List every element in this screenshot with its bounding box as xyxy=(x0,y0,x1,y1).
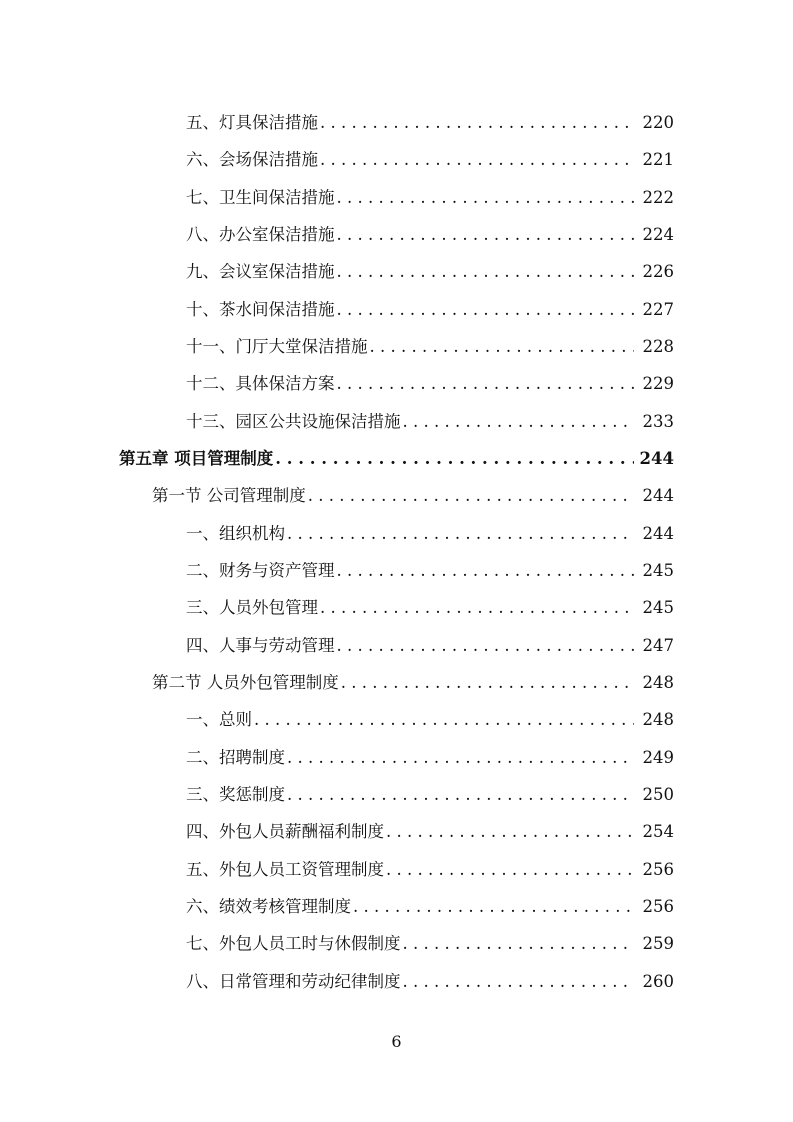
toc-entry-title: 五、外包人员工资管理制度 xyxy=(186,859,384,879)
toc-entry-title: 十二、具体保洁方案 xyxy=(186,374,335,394)
toc-entry-page-number: 256 xyxy=(642,859,674,879)
toc-entry-page-number: 244 xyxy=(642,523,674,543)
toc-entry-item[interactable] xyxy=(0,810,793,847)
toc-entry-title: 一、总则 xyxy=(186,710,252,730)
toc-entry-page-number: 259 xyxy=(642,934,674,954)
toc-entry-item[interactable] xyxy=(0,848,793,885)
toc-entry-item[interactable] xyxy=(0,213,793,250)
toc-entry-title: 二、招聘制度 xyxy=(186,747,285,767)
toc-entry-item[interactable] xyxy=(0,325,793,362)
toc-entry-title: 一、组织机构 xyxy=(186,523,285,543)
toc-dot-leader xyxy=(403,934,635,953)
toc-entry-title: 三、奖惩制度 xyxy=(186,784,285,804)
toc-entry-title: 四、人事与劳动管理 xyxy=(186,635,335,655)
toc-dot-leader xyxy=(308,486,634,505)
toc-dot-leader xyxy=(320,113,634,132)
toc-dot-leader xyxy=(337,262,635,281)
toc-entry-item[interactable] xyxy=(0,922,793,959)
toc-dot-leader xyxy=(386,822,634,841)
toc-entry-title: 十一、门厅大堂保洁措施 xyxy=(186,336,368,356)
toc-entry-title: 七、卫生间保洁措施 xyxy=(186,187,335,207)
toc-dot-leader xyxy=(386,860,634,879)
page-number: 6 xyxy=(391,1032,402,1051)
toc-entry-title: 十、茶水间保洁措施 xyxy=(186,299,335,319)
toc-entry-item[interactable] xyxy=(0,736,793,773)
toc-entry-title: 三、人员外包管理 xyxy=(186,598,318,618)
toc-dot-leader xyxy=(403,972,635,991)
toc-entry-section[interactable] xyxy=(0,474,793,511)
toc-entry-item[interactable] xyxy=(0,698,793,735)
toc-entry-page-number: 224 xyxy=(642,224,674,244)
toc-entry-page-number: 245 xyxy=(642,598,674,618)
toc-entry-page-number: 227 xyxy=(642,299,674,319)
toc-entry-item[interactable] xyxy=(0,288,793,325)
toc-entry-page-number: 228 xyxy=(642,336,674,356)
toc-entry-item[interactable] xyxy=(0,624,793,661)
toc-entry-section[interactable] xyxy=(0,661,793,698)
toc-entry-item[interactable] xyxy=(0,400,793,437)
toc-entry-page-number: 244 xyxy=(639,448,674,468)
toc-entry-title: 六、绩效考核管理制度 xyxy=(186,896,351,916)
toc-dot-leader xyxy=(337,300,635,319)
toc-dot-leader xyxy=(320,150,634,169)
toc-dot-leader xyxy=(275,449,634,468)
toc-entry-page-number: 233 xyxy=(642,411,674,431)
toc-dot-leader xyxy=(287,748,634,767)
toc-entry-item[interactable] xyxy=(0,586,793,623)
toc-entry-item[interactable] xyxy=(0,138,793,175)
toc-entry-page-number: 250 xyxy=(642,784,674,804)
toc-entry-title: 八、日常管理和劳动纪律制度 xyxy=(186,971,401,991)
toc-dot-leader xyxy=(337,188,635,207)
table-of-contents xyxy=(0,101,793,997)
toc-entry-title: 第二节 人员外包管理制度 xyxy=(152,672,339,692)
toc-entry-title: 九、会议室保洁措施 xyxy=(186,262,335,282)
toc-entry-page-number: 229 xyxy=(642,374,674,394)
toc-entry-page-number: 247 xyxy=(642,635,674,655)
toc-dot-leader xyxy=(370,337,635,356)
toc-entry-title: 十三、园区公共设施保洁措施 xyxy=(186,411,401,431)
toc-entry-page-number: 256 xyxy=(642,896,674,916)
toc-entry-page-number: 248 xyxy=(642,710,674,730)
toc-entry-page-number: 244 xyxy=(642,486,674,506)
toc-entry-chapter[interactable] xyxy=(0,437,793,474)
toc-entry-page-number: 254 xyxy=(642,822,674,842)
toc-dot-leader xyxy=(254,710,634,729)
toc-dot-leader xyxy=(287,785,634,804)
toc-dot-leader xyxy=(320,598,634,617)
toc-entry-page-number: 249 xyxy=(642,747,674,767)
toc-entry-title: 第一节 公司管理制度 xyxy=(152,486,306,506)
toc-entry-item[interactable] xyxy=(0,176,793,213)
toc-entry-item[interactable] xyxy=(0,960,793,997)
toc-entry-page-number: 222 xyxy=(642,187,674,207)
toc-dot-leader xyxy=(403,412,635,431)
toc-entry-page-number: 226 xyxy=(642,262,674,282)
toc-entry-page-number: 248 xyxy=(642,672,674,692)
toc-entry-item[interactable] xyxy=(0,250,793,287)
toc-entry-item[interactable] xyxy=(0,773,793,810)
toc-entry-title: 七、外包人员工时与休假制度 xyxy=(186,934,401,954)
toc-entry-page-number: 260 xyxy=(642,971,674,991)
toc-entry-page-number: 221 xyxy=(642,150,674,170)
toc-dot-leader xyxy=(287,524,634,543)
toc-entry-item[interactable] xyxy=(0,362,793,399)
toc-entry-page-number: 220 xyxy=(642,113,674,132)
toc-entry-item[interactable] xyxy=(0,549,793,586)
toc-dot-leader xyxy=(337,561,635,580)
toc-entry-title: 第五章 项目管理制度 xyxy=(119,448,274,468)
toc-entry-item[interactable] xyxy=(0,101,793,138)
toc-entry-item[interactable] xyxy=(0,885,793,922)
toc-entry-title: 二、财务与资产管理 xyxy=(186,560,335,580)
toc-entry-title: 八、办公室保洁措施 xyxy=(186,224,335,244)
toc-dot-leader xyxy=(341,673,634,692)
toc-dot-leader xyxy=(337,225,635,244)
toc-dot-leader xyxy=(337,636,635,655)
toc-entry-item[interactable] xyxy=(0,512,793,549)
toc-entry-page-number: 245 xyxy=(642,560,674,580)
toc-dot-leader xyxy=(337,374,635,393)
toc-entry-title: 四、外包人员薪酬福利制度 xyxy=(186,822,384,842)
toc-entry-title: 六、会场保洁措施 xyxy=(186,150,318,170)
toc-entry-title: 五、灯具保洁措施 xyxy=(186,113,318,132)
toc-dot-leader xyxy=(353,897,634,916)
